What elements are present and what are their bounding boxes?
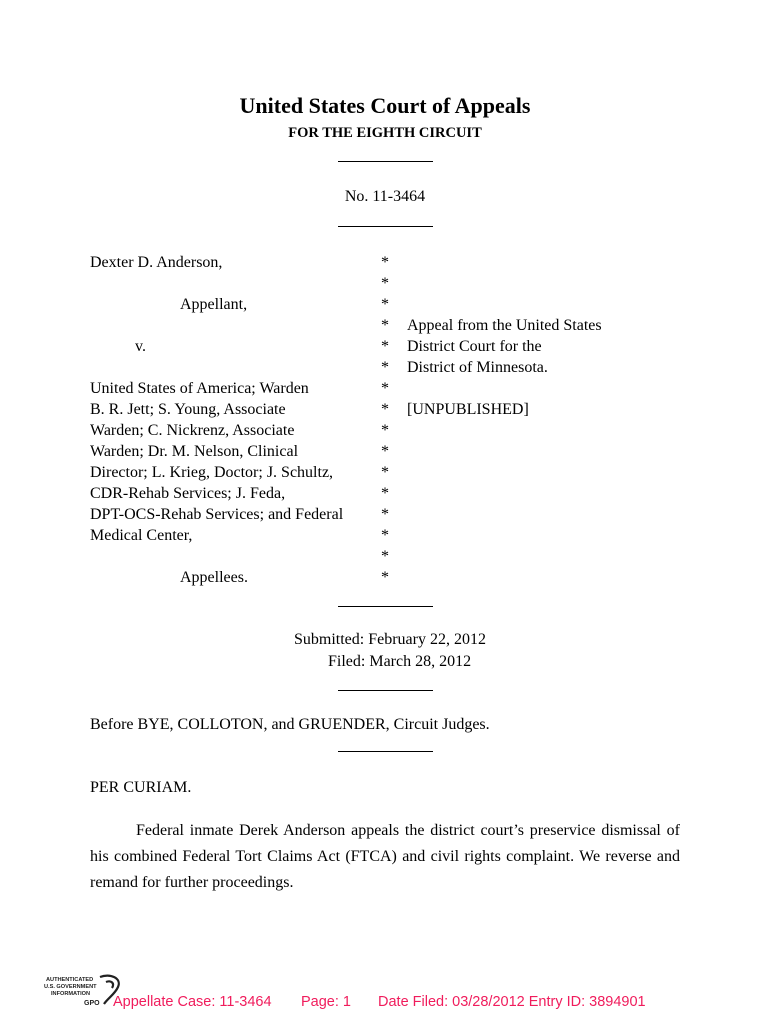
caption-star: * bbox=[381, 527, 389, 544]
case-number: No. 11-3464 bbox=[344, 188, 426, 205]
party-appellant-role: Appellant, bbox=[180, 296, 248, 313]
footer-case-number: Appellate Case: 11-3464 bbox=[113, 994, 272, 1010]
caption-blank bbox=[90, 273, 380, 294]
divider-4 bbox=[338, 690, 433, 691]
caption-star: * bbox=[381, 359, 389, 376]
appeal-origin-line: District of Minnesota. bbox=[407, 359, 548, 376]
caption-blank bbox=[90, 546, 380, 567]
caption-star: * bbox=[381, 317, 389, 334]
party-appellees-line: CDR-Rehab Services; J. Feda, bbox=[90, 485, 286, 502]
caption-star: * bbox=[381, 506, 389, 523]
divider-5 bbox=[338, 751, 433, 752]
footer-date-filed: Date Filed: 03/28/2012 Entry ID: 3894901 bbox=[378, 994, 646, 1010]
caption-star: * bbox=[381, 548, 389, 565]
caption-star-column bbox=[378, 252, 392, 588]
gpo-mark: GPO bbox=[84, 1000, 100, 1007]
appeal-origin bbox=[407, 315, 602, 378]
party-appellees-line: Medical Center, bbox=[90, 527, 193, 544]
caption-star: * bbox=[381, 338, 389, 355]
gpo-seal-text: INFORMATION bbox=[51, 991, 91, 997]
appeal-origin-line: District Court for the bbox=[407, 338, 542, 355]
party-appellees-line: Director; L. Krieg, Doctor; J. Schultz, bbox=[90, 464, 334, 481]
party-appellees-line: B. R. Jett; S. Young, Associate bbox=[90, 401, 286, 418]
party-appellees-line: DPT-OCS-Rehab Services; and Federal bbox=[90, 506, 344, 523]
party-appellees-role: Appellees. bbox=[180, 569, 248, 586]
caption-star: * bbox=[381, 464, 389, 481]
per-curiam-heading: PER CURIAM. bbox=[90, 779, 192, 796]
submitted-date: Submitted: February 22, 2012 bbox=[294, 631, 486, 648]
caption-blank bbox=[90, 315, 380, 336]
caption-star: * bbox=[381, 569, 389, 586]
caption-star: * bbox=[381, 254, 389, 271]
footer-page-number: Page: 1 bbox=[301, 994, 351, 1010]
unpublished-label bbox=[407, 399, 529, 420]
party-appellant-name: Dexter D. Anderson, bbox=[90, 254, 223, 271]
panel-judges: Before BYE, COLLOTON, and GRUENDER, Circuit Judges. bbox=[90, 716, 490, 733]
caption-star: * bbox=[381, 380, 389, 397]
filed-date: Filed: March 28, 2012 bbox=[328, 653, 472, 670]
court-title: United States Court of Appeals bbox=[239, 93, 531, 118]
party-appellees-line: Warden; C. Nickrenz, Associate bbox=[90, 422, 295, 439]
caption-star: * bbox=[381, 401, 389, 418]
caption-star: * bbox=[381, 296, 389, 313]
caption-blank bbox=[90, 357, 380, 378]
caption-star: * bbox=[381, 422, 389, 439]
caption-star: * bbox=[381, 485, 389, 502]
versus-label: v. bbox=[135, 338, 146, 355]
opinion-paragraph: Federal inmate Derek Anderson appeals the district court’s preservice dismissal of his combined Federal Tort Claims Act (FTCA) and civil rights complaint. We reverse and remand for further proceedings. bbox=[90, 822, 680, 891]
divider-3 bbox=[338, 606, 433, 607]
appeal-origin-line: Appeal from the United States bbox=[407, 317, 602, 334]
circuit-subtitle: FOR THE EIGHTH CIRCUIT bbox=[288, 125, 482, 141]
gpo-seal-text: AUTHENTICATED bbox=[46, 977, 94, 983]
caption-star: * bbox=[381, 443, 389, 460]
caption-star: * bbox=[381, 275, 389, 292]
party-appellees-line: Warden; Dr. M. Nelson, Clinical bbox=[90, 443, 299, 460]
divider-2 bbox=[338, 226, 433, 227]
divider-1 bbox=[338, 161, 433, 162]
caption-parties bbox=[90, 252, 380, 588]
unpublished-text: [UNPUBLISHED] bbox=[407, 401, 529, 418]
gpo-seal-text: U.S. GOVERNMENT bbox=[44, 984, 97, 990]
party-appellees-line: United States of America; Warden bbox=[90, 380, 309, 397]
